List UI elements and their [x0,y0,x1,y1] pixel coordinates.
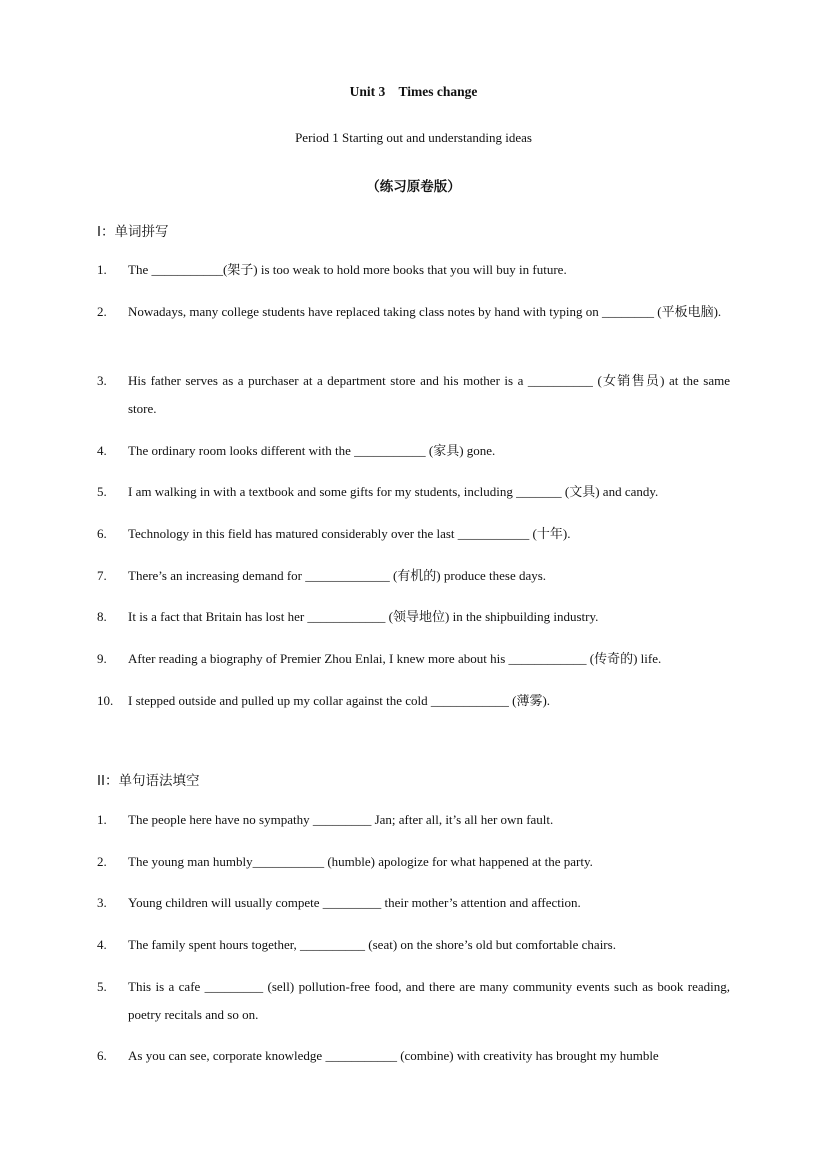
item-number: 2. [97,304,107,319]
item-text: His father serves as a purchaser at a department store and his mother is a __________ (女销售员) at the same store. [128,373,730,416]
item-text: The young man humbly___________ (humble) apologize for what happened at the party. [128,854,593,869]
item-text: As you can see, corporate knowledge ___________ (combine) with creativity has brought my humble [128,1048,659,1063]
item-number: 4. [97,443,107,458]
item-number: 5. [97,979,107,994]
item-number: 3. [97,895,107,910]
item-number: 3. [97,373,107,388]
item-text: The ___________(架子) is too weak to hold more books that you will buy in future. [128,262,567,277]
list-item [97,806,730,834]
list-item [97,478,730,506]
item-number: 5. [97,484,107,499]
list-item [97,298,730,326]
item-text: There’s an increasing demand for _____________ (有机的) produce these days. [128,568,547,583]
section-heading-spelling: I：单词拼写 [97,224,169,240]
page-subtitle: Period 1 Starting out and understanding ideas [295,130,532,145]
item-number: 9. [97,651,107,666]
item-text: This is a cafe _________ (sell) pollution-free food, and there are many community events such as book reading, poetry recitals and so on. [128,979,730,1022]
item-text: After reading a biography of Premier Zhou Enlai, I knew more about his ____________ (传奇的) life. [128,651,662,666]
list-item [97,1042,730,1070]
page-title: Unit 3 Times change [349,84,478,99]
list-item [97,848,730,876]
item-number: 1. [97,812,107,827]
list-item [97,889,730,917]
item-number: 10. [97,693,114,708]
item-text: Young children will usually compete _________ their mother’s attention and affection. [128,895,581,910]
item-text: I stepped outside and pulled up my collar against the cold ____________ (薄雾). [128,693,551,708]
item-number: 8. [97,609,107,624]
list-item [97,973,730,1029]
list-item [97,256,730,284]
version-label: （练习原卷版） [366,179,461,195]
item-number: 2. [97,854,107,869]
section-heading-grammar: II：单句语法填空 [97,773,200,789]
item-number: 6. [97,1048,107,1063]
item-number: 7. [97,568,107,583]
item-text: The family spent hours together, __________ (seat) on the shore’s old but comfortable chairs. [128,937,616,952]
item-text: I am walking in with a textbook and some gifts for my students, including _______ (文具) and candy. [128,484,659,499]
list-item [97,520,730,548]
item-number: 1. [97,262,107,277]
list-item [97,603,730,631]
item-number: 4. [97,937,107,952]
list-item [97,437,730,465]
list-item [97,687,730,715]
item-text: It is a fact that Britain has lost her ____________ (领导地位) in the shipbuilding industry. [128,609,599,624]
item-text: The people here have no sympathy _________ Jan; after all, it’s all her own fault. [128,812,554,827]
item-text: The ordinary room looks different with the ___________ (家具) gone. [128,443,496,458]
list-item [97,931,730,959]
item-number: 6. [97,526,107,541]
item-text: Technology in this field has matured considerably over the last ___________ (十年). [128,526,571,541]
list-item [97,562,730,590]
list-item [97,367,730,423]
list-item [97,645,730,673]
item-text: Nowadays, many college students have replaced taking class notes by hand with typing on ________ (平板电脑). [128,304,722,319]
